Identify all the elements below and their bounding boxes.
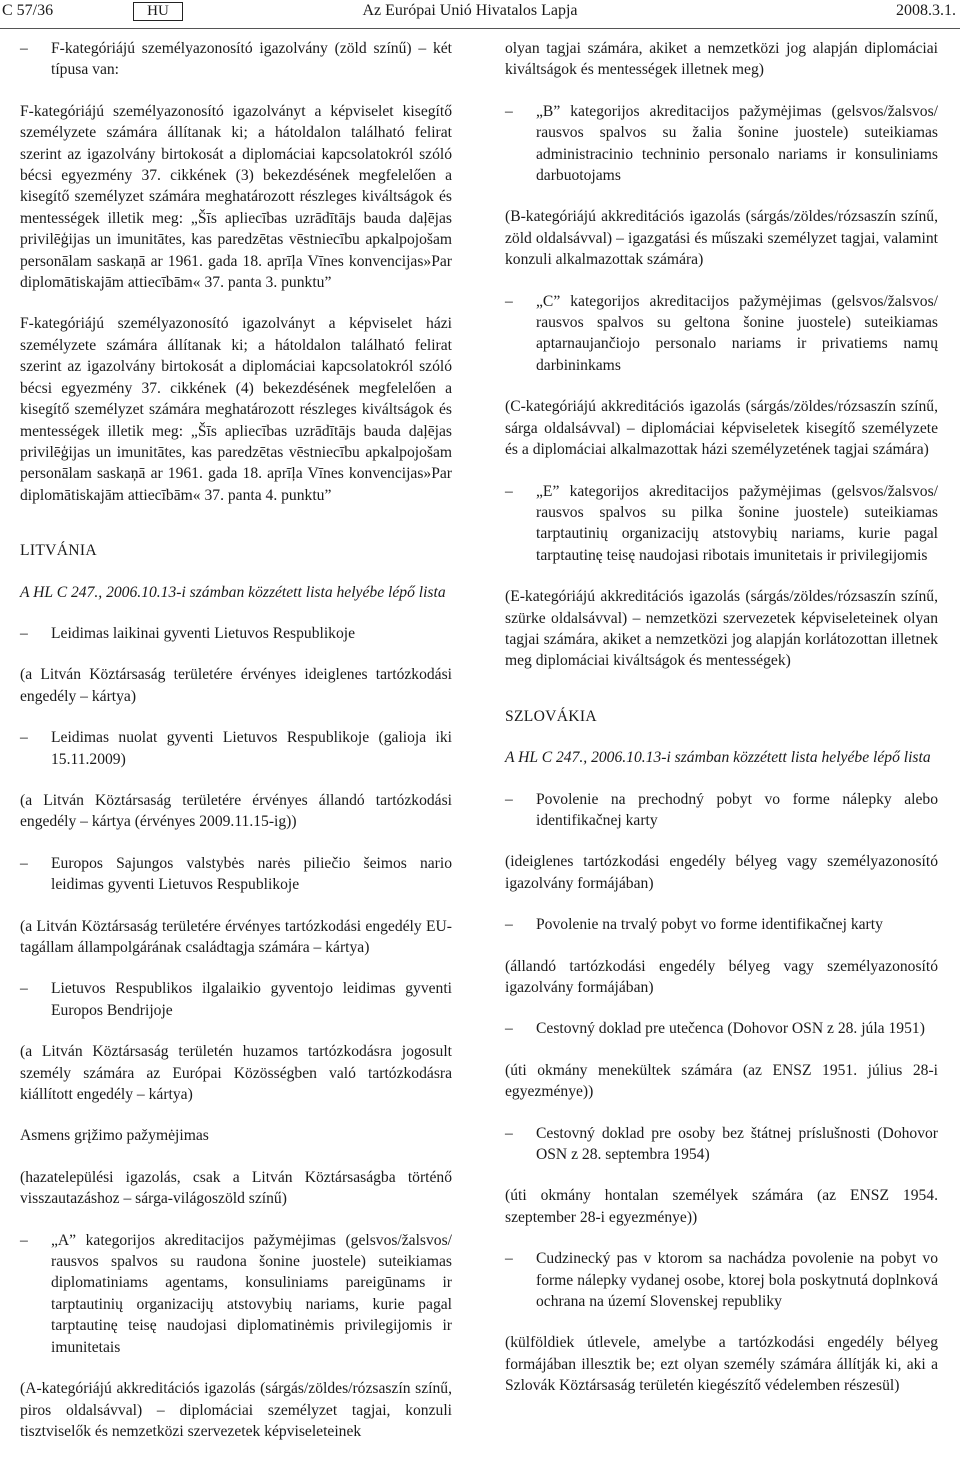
list-item: – Cestovný doklad pre utečenca (Dohovor OSN z 28. júla 1951) bbox=[505, 1020, 925, 1038]
list-item-translation: (ideiglenes tartózkodási engedély bélyeg vagy személyazonosító igazolvány formájában) bbox=[505, 853, 938, 892]
list-item: – Povolenie na prechodný pobyt vo forme nálepky alebo identifikačnej karty bbox=[505, 790, 938, 829]
left-column bbox=[20, 38, 452, 1462]
journal-title: Az Európai Unió Hivatalos Lapja bbox=[362, 2, 578, 19]
list-item-translation: (úti okmány menekültek számára (az ENSZ 1951. július 28-i egyezménye)) bbox=[505, 1061, 938, 1101]
list-item-translation: (úti okmány hontalan személyek számára (az ENSZ 1954. szeptember 28-i egyezménye)) bbox=[505, 1187, 938, 1226]
section-heading-slovakia: SZLOVÁKIA bbox=[505, 707, 597, 725]
section-reference: A HL C 247., 2006.10.13-i számban közzétett lista helyébe lépő lista bbox=[20, 583, 446, 601]
section-reference: A HL C 247., 2006.10.13-i számban közzétett lista helyébe lépő lista bbox=[505, 749, 931, 767]
list-item: – F-kategóriájú személyazonosító igazolvány (zöld színű) – két típusa van: bbox=[20, 40, 452, 79]
list-item-translation: (a Litván Köztársaság területén huzamos tartózkodásra jogosult személy számára az Európai Közösségben való tartózkodásra kiállított engedély – kártya) bbox=[20, 1043, 452, 1104]
list-item: – Cudzinecký pas v ktorom sa nachádza povolenie na pobyt vo forme nálepky vydanej osobe, ktorej bola poskytnutá doplnková ochrana na území Slovenskej republiky bbox=[505, 1250, 938, 1311]
list-item-translation: (E-kategóriájú akkreditációs igazolás (sárgás/zöldes/rózsaszín színű, szürke oldalsávval) – nemzetközi szervezetek képviseleteinek olyan tagjai számára, akiket a nemzetközi jog alapján korlátozottan illetnek meg diplomáciai kiváltságok és mentességek) bbox=[505, 588, 938, 670]
publication-date: 2008.3.1. bbox=[896, 2, 956, 19]
list-item-translation: (a Litván Köztársaság területére érvényes tartózkodási engedély EU-tagállam állampolgárának családtagja számára – kártya) bbox=[20, 917, 452, 956]
list-item: – Europos Sajungos valstybės narės piliečio šeimos nario leidimas gyventi Lietuvos Respublikoje bbox=[20, 854, 452, 894]
page-header bbox=[0, 0, 960, 22]
paragraph: F-kategóriájú személyazonosító igazolványt a képviselet házi személyzete számára állítanak ki; a hátoldalon található felirat szerint az igazolvány birtokosát a diplomáciai kapcsolatokról szóló bécsi egyezmény 37. cikkének (4) bekezdésének megfelelően a kisegítő személyzet számára meghatározott részleges kiváltságok és mentességek illetik meg: „Šīs apliecības uzrādītājs bauda daļējas privilēģijas un imunitātes, kas paredzētas vēstniecību apkalpojošam personālam saskaņā ar 1961. gada 18. aprīļa Vīnes konvencijas»Par diplomātiskajām attiecībām« 37. panta 4. punktu” bbox=[20, 315, 452, 504]
list-item-translation: (hazatelepülési igazolás, csak a Litván Köztársaságba történő visszautazáshoz – sárga-világoszöld színű) bbox=[20, 1168, 452, 1208]
list-item: – Povolenie na trvalý pobyt vo forme identifikačnej karty bbox=[505, 916, 883, 934]
list-item: – Leidimas nuolat gyventi Lietuvos Respublikoje (galioja iki 15.11.2009) bbox=[20, 729, 452, 768]
list-item: – „B” kategorijos akreditacijos pažymėjimas (gelsvos/žalsvos/ rausvos spalvos su žalia šonine juostele) suteikiamas administracinio techninio personalo nariams ir konsuliniams darbuotojams bbox=[505, 102, 938, 185]
list-item: – Leidimas laikinai gyventi Lietuvos Respublikoje bbox=[20, 624, 356, 642]
paragraph: F-kategóriájú személyazonosító igazolványt a képviselet kisegítő személyzete számára állítanak ki; a hátoldalon található felirat szerint az igazolvány birtokosát a diplomáciai kapcsolatokról szóló bécsi egyezmény 37. cikkének (3) bekezdésének megfelelően a kisegítő személyzet számára meghatározott részleges kiváltságok és mentességek illetik meg: „Šīs apliecības uzrādītājs bauda daļējas privilēģijas un imunitātes, kas paredzētas vēstniecību apkalpojošam personālam saskaņā ar 1961. gada 18. aprīļa Vīnes konvencijas»Par diplomātiskajām attiecībām« 37. panta 3. punktu” bbox=[20, 102, 452, 292]
section-heading-lithuania: LITVÁNIA bbox=[20, 542, 97, 560]
list-item: – „C” kategorijos akreditacijos pažymėjimas (gelsvos/žalsvos/ rausvos spalvos su geltona šonine juostele) suteikiamas aptarnaujančiojo personalo nariams ir privatiems namų darbininkams bbox=[505, 292, 938, 374]
list-item: – Lietuvos Respublikos ilgalaikio gyventojo leidimas gyventi Europos Bendrijoje bbox=[20, 980, 452, 1019]
list-item: – „E” kategorijos akreditacijos pažymėjimas (gelsvos/žalsvos/ rausvos spalvos su pilka šonine juostele) suteikiamas tarptautinių organizacijų atstovybių nariams, kurie pagal tarptautinę teisę naudojasi ribotais imunitetais ir privilegijomis bbox=[505, 482, 938, 564]
list-item-translation: (állandó tartózkodási engedély bélyeg vagy személyazonosító igazolvány formájában) bbox=[505, 957, 938, 996]
list-item-translation: (külföldiek útlevele, amelybe a tartózkodási engedély bélyeg formájában illesztik be; ezt olyan személy számára állítják ki, aki a Szlovák Köztársaság területén kiegészítő védelemben részesül) bbox=[505, 1334, 938, 1395]
list-item-translation: (C-kategóriájú akkreditációs igazolás (sárgás/zöldes/rózsaszín színű, sárga oldalsávval) – diplomáciai képviseletek kisegítő személyzete és a diplomáciai alkalmazottak házi személyzetének tagjai számára) bbox=[505, 398, 938, 459]
language-badge: HU bbox=[133, 2, 183, 21]
list-item-translation: (a Litván Köztársaság területére érvényes ideiglenes tartózkodási engedély – kártya) bbox=[20, 666, 452, 705]
journal-reference: C 57/36 bbox=[2, 2, 54, 19]
list-item-translation: (a Litván Köztársaság területére érvényes állandó tartózkodási engedély – kártya (érvényes 2009.11.15-ig)) bbox=[20, 791, 452, 831]
header-divider bbox=[0, 28, 960, 29]
list-item-translation: (B-kategóriájú akkreditációs igazolás (sárgás/zöldes/rózsaszín színű, zöld oldalsávval) – igazgatási és műszaki személyzet tagjai, valamint konzuli alkalmazottak számára) bbox=[505, 208, 938, 269]
right-column bbox=[505, 38, 938, 1417]
list-item: – Cestovný doklad pre osoby bez štátnej príslušnosti (Dohovor OSN z 28. septembra 1954) bbox=[505, 1124, 938, 1164]
list-item: – „A” kategorijos akreditacijos pažymėjimas (gelsvos/žalsvos/ rausvos spalvos su raudona šonine juostele) suteikiamas diplomatiniams agentams, konsuliniams pareigūnams ir tarptautinių organizacijų atstovybių nariams, kurie pagal tarptautinę teisę naudojasi diplomatinėmis privilegijomis ir imunitetais bbox=[20, 1231, 452, 1356]
list-item-translation: (A-kategóriájú akkreditációs igazolás (sárgás/zöldes/rózsaszín színű, piros oldalsávval) – diplomáciai személyzet tagjai, konzuli tisztviselők és nemzetközi szervezetek képviseleteinek bbox=[20, 1380, 452, 1440]
list-item: Asmens grįžimo pažymėjimas bbox=[20, 1127, 209, 1145]
paragraph-continuation: olyan tagjai számára, akiket a nemzetközi jog alapján diplomáciai kiváltságok és mentességek illetnek meg) bbox=[505, 40, 938, 79]
